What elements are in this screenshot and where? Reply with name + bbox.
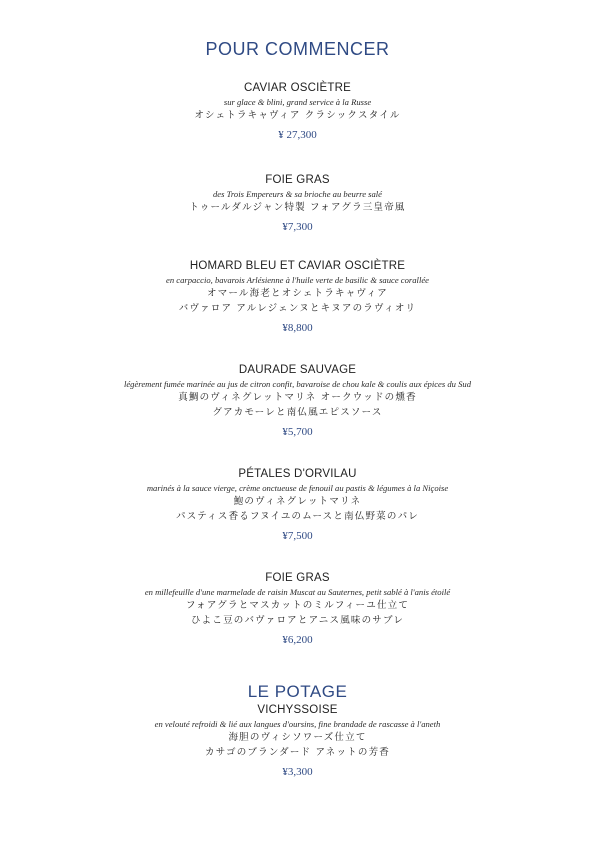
dish-description-jp: パスティス香るフヌイユのムースと南仏野菜のパレ bbox=[176, 511, 419, 522]
dish-foie-gras-2 bbox=[40, 570, 555, 648]
dish-homard-bleu bbox=[40, 258, 555, 336]
dish-name: PÉTALES D'ORVILAU bbox=[238, 468, 357, 480]
dish-description-jp: オシェトラキャヴィア クラシックスタイル bbox=[194, 110, 401, 121]
dish-foie-gras-1 bbox=[40, 172, 555, 235]
dish-price: ¥ 27,300 bbox=[278, 129, 317, 141]
dish-description-fr: en carpaccio, bavarois Arlésienne à l'huile verte de basilic & sauce corallée bbox=[166, 275, 429, 285]
dish-description-fr: des Trois Empereurs & sa brioche au beurre salé bbox=[213, 189, 382, 199]
dish-description-jp: 海胆のヴィシソワーズ仕立て bbox=[228, 732, 367, 743]
dish-price: ¥5,700 bbox=[282, 426, 313, 438]
dish-description-jp: オマール海老とオシェトラキャヴィア bbox=[207, 288, 388, 299]
dish-description-jp: バヴァロア アルレジェンヌとキヌアのラヴィオリ bbox=[178, 303, 417, 314]
dish-name: DAURADE SAUVAGE bbox=[238, 364, 357, 376]
dish-description-jp: 真鯛のヴィネグレットマリネ オークウッドの燻香 bbox=[178, 392, 417, 403]
dish-description-fr: sur glace & blini, grand service à la Russe bbox=[223, 97, 372, 107]
dish-vichyssoise bbox=[40, 702, 555, 780]
dish-name: FOIE GRAS bbox=[265, 572, 330, 584]
dish-description-jp: ひよこ豆のバヴァロアとアニス風味のサブレ bbox=[190, 615, 405, 626]
section-title-le-potage: LE POTAGE bbox=[247, 682, 348, 701]
dish-petales-dorvilau bbox=[40, 466, 555, 544]
dish-description-fr: marinés à la sauce vierge, crème onctueuse de fenouil au pastis & légumes à la Niçoise bbox=[146, 483, 449, 493]
dish-price: ¥7,300 bbox=[282, 221, 313, 233]
dish-daurade-sauvage bbox=[40, 362, 555, 440]
dish-name: FOIE GRAS bbox=[265, 174, 330, 186]
dish-description-fr: légèrement fumée marinée au jus de citron confit, bavaroise de chou kale & coulis aux épices du Sud bbox=[123, 379, 471, 389]
dish-name: VICHYSSOISE bbox=[257, 704, 338, 716]
dish-description-fr: en velouté refroidi & lié aux langues d'oursins, fine brandade de rascasse à l'aneth bbox=[154, 719, 441, 729]
dish-description-jp: フォアグラとマスカットのミルフィーユ仕立て bbox=[185, 600, 410, 611]
dish-name: HOMARD BLEU ET CAVIAR OSCIÈTRE bbox=[189, 260, 406, 272]
dish-description-jp: トゥールダルジャン特製 フォアグラ三皇帝風 bbox=[189, 202, 406, 213]
section-title-pour-commencer: POUR COMMENCER bbox=[205, 39, 390, 59]
dish-description-jp: 鮑のヴィネグレットマリネ bbox=[233, 496, 362, 507]
dish-price: ¥3,300 bbox=[282, 766, 313, 778]
dish-price: ¥7,500 bbox=[282, 530, 313, 542]
dish-price: ¥6,200 bbox=[282, 634, 313, 646]
dish-price: ¥8,800 bbox=[282, 322, 313, 334]
dish-name: CAVIAR OSCIÈTRE bbox=[244, 82, 351, 94]
dish-description-jp: カサゴのブランダード アネットの芳香 bbox=[205, 747, 390, 758]
dish-caviar-oscietre bbox=[40, 80, 555, 143]
dish-description-jp: グアカモーレと南仏風エピスソース bbox=[212, 407, 383, 418]
dish-description-fr: en millefeuille d'une marmelade de raisin Muscat au Sauternes, petit sablé à l'anis étoilé bbox=[144, 587, 451, 597]
